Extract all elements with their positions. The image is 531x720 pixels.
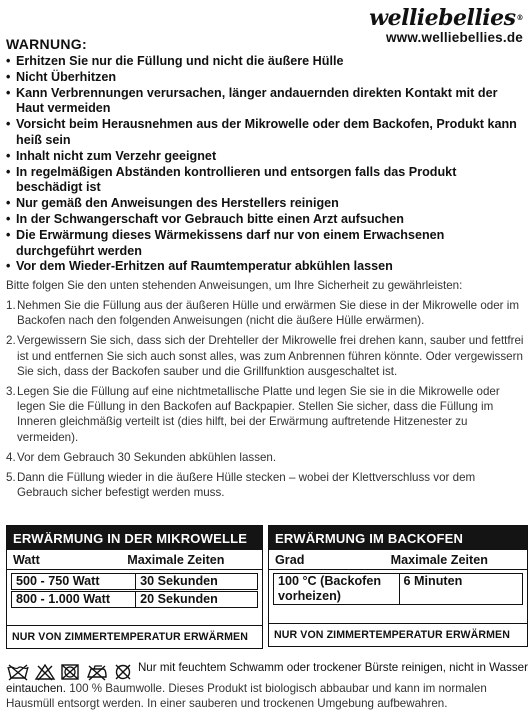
step-number: 5. [6, 471, 16, 485]
warning-item: • Inhalt nicht zum Verzehr geeignet [6, 149, 526, 165]
no-bleach-icon [34, 663, 56, 681]
warning-item: • Kann Verbrennungen verursachen, länger andauernden direkten Kontakt mit der Haut vermeiden [6, 86, 526, 118]
care-note-main: Nur mit feuchtem Schwamm oder trockener Bürste reinigen, nicht in Wasser eintauchen. [6, 661, 528, 695]
oven-table-body [269, 570, 527, 623]
instruction-step [6, 384, 528, 445]
instruction-step [6, 450, 528, 465]
step-text: Nehmen Sie die Füllung aus der äußeren Hülle und erwärmen Sie diese in der Mikrowelle oder im Backofen nach den folgenden Anweisungen (nicht die äußere Hülle erwärmen). [17, 299, 520, 328]
table-row [11, 591, 258, 608]
oven-table-title: ERWÄRMUNG IM BACKOFEN [269, 526, 527, 550]
table-row [11, 573, 258, 590]
instruction-step [6, 470, 528, 500]
brand-logo: welliebellies® [369, 5, 523, 31]
warning-item: • In regelmäßigen Abständen kontrollieren und entsorgen falls das Produkt beschädigt ist [6, 165, 526, 197]
microwave-table-footer: NUR VON ZIMMERTEMPERATUR ERWÄRMEN [7, 625, 262, 648]
column-header-watt: Watt [13, 553, 40, 567]
warning-list [6, 54, 526, 275]
microwave-table-header [7, 550, 262, 570]
column-header-time: Maximale Zeiten [127, 553, 225, 567]
instruction-step [6, 298, 528, 328]
no-tumble-dry-icon [60, 663, 80, 681]
instructions-steps [6, 298, 528, 505]
step-number: 4. [6, 450, 16, 464]
no-iron-icon [85, 663, 109, 681]
warning-item: • Vor dem Wieder-Erhitzen auf Raumtemperatur abkühlen lassen [6, 259, 526, 275]
oven-table [268, 525, 528, 647]
care-symbols [6, 663, 134, 681]
care-instructions [6, 660, 528, 712]
oven-table-footer: NUR VON ZIMMERTEMPERATUR ERWÄRMEN [269, 623, 527, 646]
warning-item: • Erhitzen Sie nur die Füllung und nicht die äußere Hülle [6, 54, 526, 70]
warning-item: • In der Schwangerschaft vor Gebrauch bitte einen Arzt aufsuchen [6, 212, 526, 228]
step-number: 3. [6, 385, 16, 399]
table-cell: 6 Minuten [403, 574, 463, 588]
brand-block [369, 6, 523, 45]
warning-title: WARNUNG: [6, 36, 87, 52]
step-text: Vergewissern Sie sich, dass sich der Drehteller der Mikrowelle frei drehen kann, sauber und fettfrei ist und entfernen Sie sich auch sonst alles, was zum Anbrennen führen könnte. Oder vergewissern Sie sich, dass der Backofen sauber und die Grillfunktion ausgeschaltet ist. [17, 334, 524, 378]
warning-item: • Nicht Überhitzen [6, 70, 526, 86]
microwave-table [6, 525, 263, 649]
step-number: 1. [6, 299, 16, 312]
table-cell: 500 - 750 Watt [12, 574, 136, 589]
brand-url: www.welliebellies.de [385, 30, 523, 45]
instruction-step [6, 333, 528, 379]
warning-item: • Die Erwärmung dieses Wärmekissens darf nur von einem Erwachsenen durchgeführt werden [6, 228, 526, 260]
oven-table-header [269, 550, 527, 570]
table-cell: 100 °C (Backofen vorheizen) [274, 574, 400, 604]
step-text: Legen Sie die Füllung auf eine nichtmetallische Platte und legen Sie sie in die Mikrowelle oder legen Sie die Füllung in den Backofen auf Backpapier. Stellen Sie sicher, dass die Füllung im Inneren gleichmäßig verteilt ist (dies hilft, bei der Erwärmung auftretende Hitzenester zu vermeiden). [17, 385, 500, 444]
column-header-time: Maximale Zeiten [390, 553, 488, 567]
step-number: 2. [6, 334, 16, 348]
warning-item: • Nur gemäß den Anweisungen des Herstellers reinigen [6, 196, 526, 212]
table-cell: 30 Sekunden [140, 574, 218, 588]
column-header-grad: Grad [275, 553, 305, 567]
table-cell: 800 - 1.000 Watt [12, 592, 136, 607]
no-wash-icon [6, 663, 30, 681]
warning-item: • Vorsicht beim Herausnehmen aus der Mikrowelle oder dem Backofen, Produkt kann heiß sein [6, 117, 526, 149]
table-row [273, 573, 523, 605]
care-note-details: 100 % Baumwolle. Dieses Produkt ist biologisch abbaubar und kann im normalen Hausmüll entsorgt werden. In einer sauberen und trockenen Umgebung aufbewahren. [6, 681, 487, 711]
table-cell: 20 Sekunden [140, 592, 218, 606]
microwave-table-body [7, 570, 262, 625]
step-text: Dann die Füllung wieder in die äußere Hülle stecken – wobei der Klettverschluss vor dem Gebrauch sicher befestigt werden muss. [17, 471, 476, 500]
no-dry-clean-icon [113, 663, 133, 681]
microwave-table-title: ERWÄRMUNG IN DER MIKROWELLE [7, 526, 262, 550]
step-text: Vor dem Gebrauch 30 Sekunden abkühlen lassen. [17, 450, 277, 464]
instructions-intro: Bitte folgen Sie den unten stehenden Anweisungen, um Ihre Sicherheit zu gewährleisten: [6, 279, 463, 292]
